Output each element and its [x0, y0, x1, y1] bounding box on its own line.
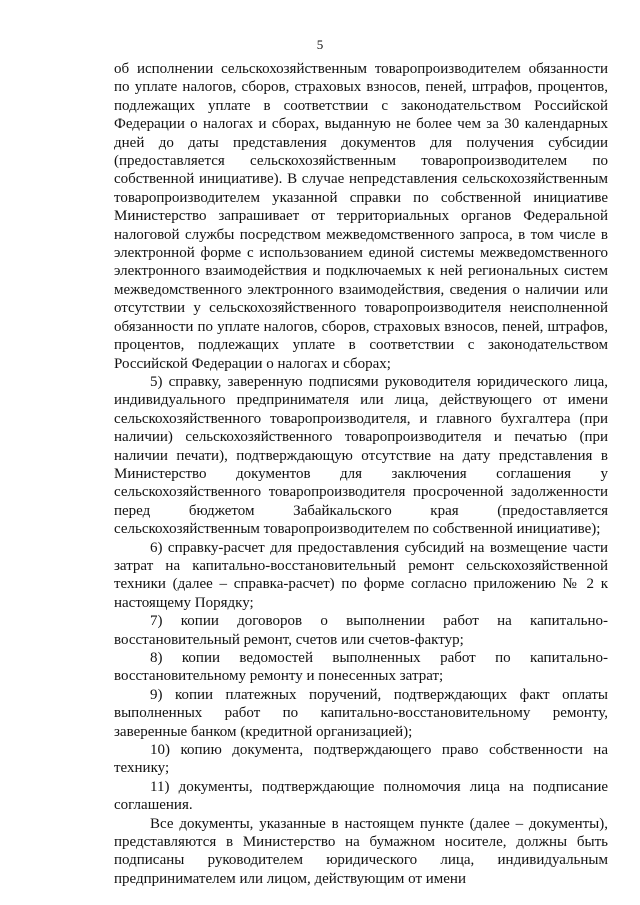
paragraph-continuation: об исполнении сельскохозяйственным товаропроизводителем обязанности по уплате налогов, сборов, страховых взносов, пеней, штрафов, процентов, подлежащих уплате в соответствии с законодательством Российской Федерации о налогах и сборах, выданную не более чем за 30 календарных дней до даты представления документов для получения субсидии (предоставляется сельскохозяйственным товаропроизводителем по собственной инициативе). В случае непредставления сельскохозяйственным товаропроизводителем указанной справки по собственной инициативе Министерство запрашивает от территориальных органов Федеральной налоговой службы посредством межведомственного запроса, в том числе в электронной форме с использованием единой системы межведомственного электронного взаимодействия и подключаемых к ней региональных систем межведомственного электронного взаимодействия, сведения о наличии или отсутствии у сельскохозяйственного товаропроизводителя неисполненной обязанности по уплате налогов, сборов, страховых взносов, пеней, штрафов, процентов, подлежащих уплате в соответствии с законодательством Российской Федерации о налогах и сборах;	[114, 61, 608, 372]
list-item-7: 7) копии договоров о выполнении работ на капитально-восстановительный ремонт, счетов или счетов-фактур;	[114, 613, 608, 648]
page-number: 5	[316, 37, 324, 52]
list-item-11: 11) документы, подтверждающие полномочия лица на подписание соглашения.	[114, 778, 608, 814]
document-body	[114, 60, 608, 888]
list-item-10: 10) копию документа, подтверждающего право собственности на технику;	[114, 742, 608, 777]
paragraph-documents: Все документы, указанные в настоящем пункте (далее – документы), представляются в Министерство на бумажном носителе, должны быть подписаны руководителем юридического лица, индивидуальным предпринимателем или лицом, действующим от имени	[114, 815, 608, 887]
list-item-6: 6) справку-расчет для предоставления субсидий на возмещение части затрат на капитально-восстановительный ремонт сельскохозяйственной техники (далее – справка-расчет) по форме согласно приложению № 2 к настоящему Порядку;	[114, 539, 608, 611]
list-item-8: 8) копии ведомостей выполненных работ по капитально-восстановительному ремонту и понесенных затрат;	[114, 650, 608, 685]
list-item-5: 5) справку, заверенную подписями руководителя юридического лица, индивидуального предпринимателя или лица, действующего от имени сельскохозяйственного товаропроизводителя, и главного бухгалтера (при наличии) сельскохозяйственного товаропроизводителя и печатью (при наличии печати), подтверждающую отсутствие на дату представления в Министерство документов для заключения соглашения у сельскохозяйственного товаропроизводителя просроченной задолженности перед бюджетом Забайкальского края (предоставляется сельскохозяйственным товаропроизводителем по собственной инициативе);	[114, 373, 608, 538]
list-item-9: 9) копии платежных поручений, подтверждающих факт оплаты выполненных работ по капитально-восстановительному ремонту, заверенные банком (кредитной организацией);	[114, 686, 608, 740]
